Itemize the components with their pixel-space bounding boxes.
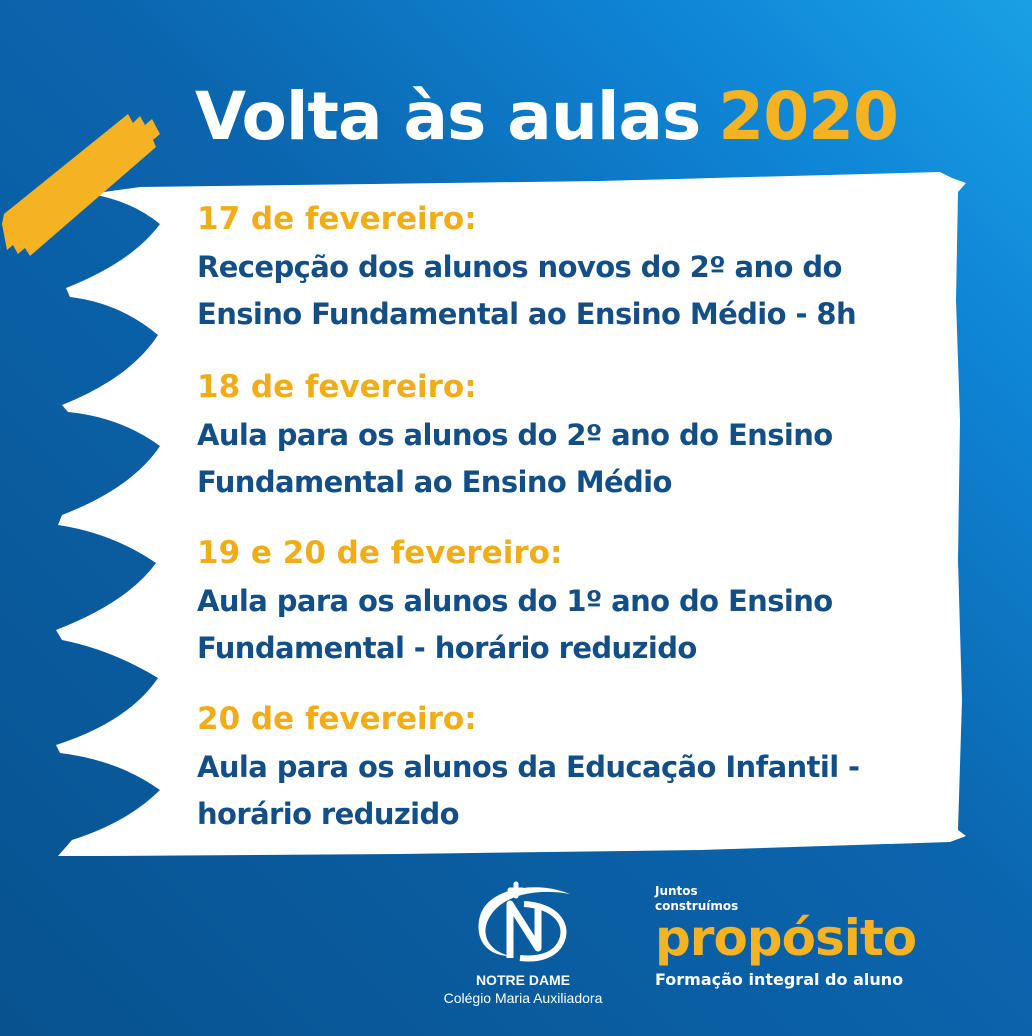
slogan-keyword: propósito [655,909,917,967]
title-year: 2020 [718,78,898,155]
event-line: Aula para os alunos do 1º ano do Ensino [197,584,833,618]
slogan-block [655,884,975,989]
event-description [197,744,859,838]
event-line: Ensino Fundamental ao Ensino Médio - 8h [197,297,857,331]
event-line: horário reduzido [197,797,459,831]
event-description [197,412,833,506]
event-description [197,244,856,338]
event-date: 18 de fevereiro: [197,369,477,405]
slogan-line-1: Juntos [655,884,698,898]
event-item [197,534,833,672]
school-name: NOTRE DAME [475,972,571,988]
event-line: Recepção dos alunos novos do 2º ano do [197,250,842,284]
event-description [197,578,833,672]
event-line: Aula para os alunos da Educação Infantil - [197,750,860,784]
event-date: 19 e 20 de fevereiro: [197,535,563,571]
event-line: Fundamental ao Ensino Médio [197,465,672,499]
event-line: Fundamental - horário reduzido [197,631,697,665]
event-item [197,200,856,338]
event-date: 17 de fevereiro: [197,201,477,237]
event-date: 20 de fevereiro: [197,701,477,737]
title-text: Volta às aulas [195,78,701,155]
school-subtitle: Colégio Maria Auxiliadora [443,990,603,1006]
school-logo [418,876,628,1016]
event-item [197,368,833,506]
slogan-tagline: Formação integral do aluno [655,970,904,989]
event-line: Aula para os alunos do 2º ano do Ensino [197,418,833,452]
slogan-line-2: construímos [655,899,739,913]
event-item [197,700,859,838]
notre-dame-emblem-icon [458,876,588,971]
